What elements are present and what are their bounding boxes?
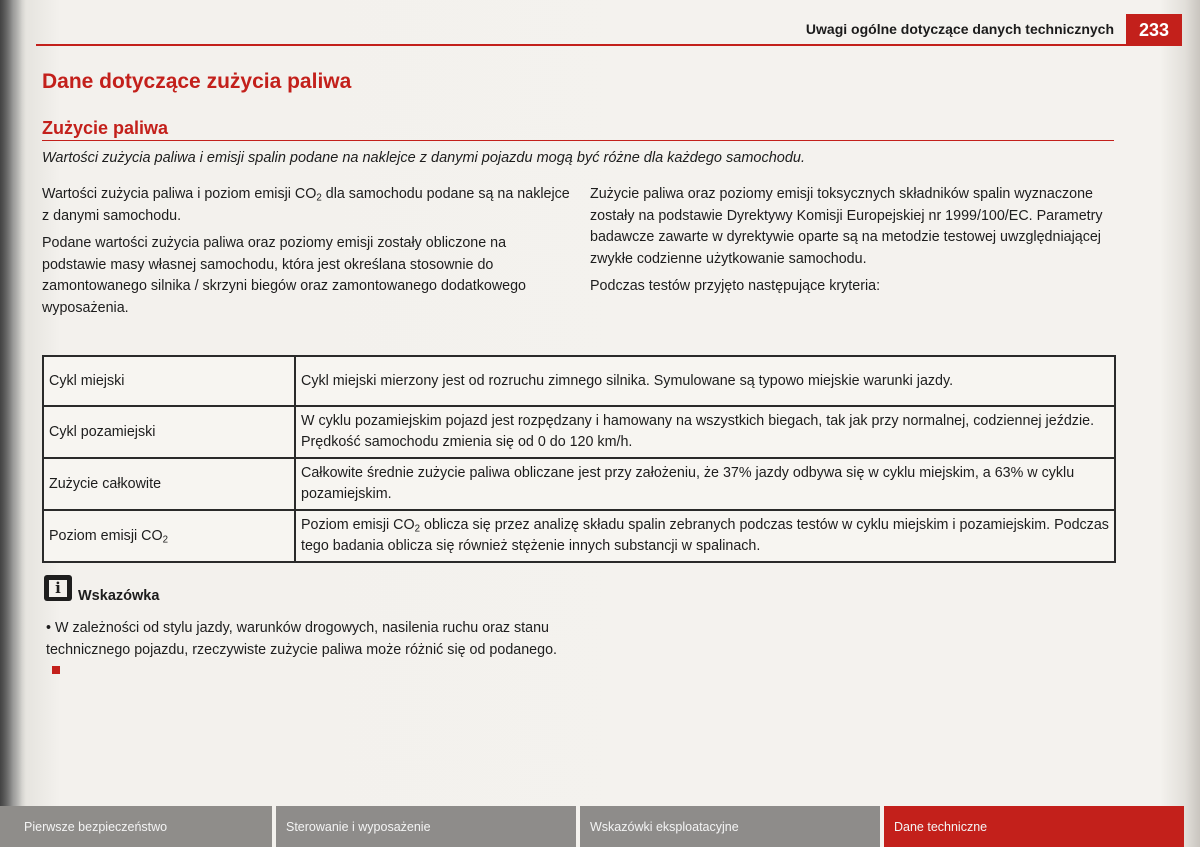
note-title: Wskazówka [78,588,160,604]
table-description: Całkowite średnie zużycie paliwa obliczane jest przy założeniu, że 37% jazdy odbywa się w cyklu miejskim, a 63% w cyklu pozamiejskim. [295,458,1115,510]
sub-heading: Zużycie paliwa [42,118,169,138]
right-column [590,184,1118,304]
footer-tab-controls[interactable]: Sterowanie i wyposażenie [276,806,576,847]
note-text [46,618,570,683]
main-heading: Dane dotyczące zużycia paliwa [42,70,352,93]
table-row [43,510,1115,562]
right-paragraph-1: Zużycie paliwa oraz poziomy emisji toksycznych składników spalin wyznaczone zostały na podstawie Dyrektywy Komisji Europejskiej nr 1999/100/EC. Parametry badawcze zawarte w dyrektywie oparte są na metodzie testowej uwzględniającej zwykłe codzienne użytkowanie samochodu. [590,186,1103,267]
table-description: W cyklu pozamiejskim pojazd jest rozpędzany i hamowany na wszystkich biegach, tak jak przy normalnej, codziennej jeździe. Prędkość samochodu zmienia się od 0 do 120 km/h. [295,406,1115,458]
table-description [295,510,1115,562]
running-header [36,14,1126,46]
table-term: Cykl miejski [43,356,295,406]
table-desc-text-end: oblicza się przez analizę składu spalin zebranych podczas testów w cyklu miejskim i pozamiejskim. Podczas tego badania oblicza się również stężenie innych substancji w spalinach. [301,517,1109,554]
book-spine-shadow [0,0,22,847]
info-icon-letter: i [49,580,67,597]
table-row [43,356,1115,406]
table-term: Zużycie całkowite [43,458,295,510]
test-criteria-table [42,355,1116,563]
section-divider [42,140,1114,141]
left-p1-subscript: 2 [316,192,322,204]
info-icon [44,575,72,601]
footer-tab-safety[interactable]: Pierwsze bezpieczeństwo [0,806,272,847]
intro-note: Wartości zużycia paliwa i emisji spalin podane na naklejce z danymi pojazdu mogą być różne dla każdego samochodu. [42,150,806,166]
right-paragraph-2: Podczas testów przyjęto następujące kryteria: [590,278,881,294]
footer-navigation [0,806,1200,847]
table-term-text: Poziom emisji CO [49,527,163,544]
footer-tab-operation[interactable]: Wskazówki eksploatacyjne [580,806,880,847]
section-end-marker [52,666,60,674]
running-title: Uwagi ogólne dotyczące danych technicznych [805,21,1114,37]
table-term [43,510,295,562]
left-p1-text-end: dla samochodu podane są na naklejce z danymi samochodu. [42,186,570,224]
left-p1-text-start: Wartości zużycia paliwa i poziom emisji CO [42,186,317,202]
left-paragraph-2: Podane wartości zużycia paliwa oraz poziomy emisji zostały obliczone na podstawie masy własnej samochodu, która jest określana stosownie do zamontowanego silnika / skrzyni biegów oraz zamontowanego dodatkowego wyposażenia. [42,235,526,316]
table-desc-subscript: 2 [414,523,421,535]
table-row [43,458,1115,510]
footer-tab-technical-data[interactable]: Dane techniczne [884,806,1184,847]
table-description: Cykl miejski mierzony jest od rozruchu zimnego silnika. Symulowane są typowo miejskie warunki jazdy. [295,356,1115,406]
note-body: • W zależności od stylu jazdy, warunków drogowych, nasilenia ruchu oraz stanu technicznego pojazdu, rzeczywiste zużycie paliwa może różnić się od podanego. [46,620,557,658]
left-column [42,184,570,325]
table-row [43,406,1115,458]
table-term: Cykl pozamiejski [43,406,295,458]
left-paragraph-1 [42,184,570,227]
table-desc-text-start: Poziom emisji CO [301,517,415,533]
table-term-subscript: 2 [162,533,169,545]
page-number: 233 [1126,14,1182,46]
